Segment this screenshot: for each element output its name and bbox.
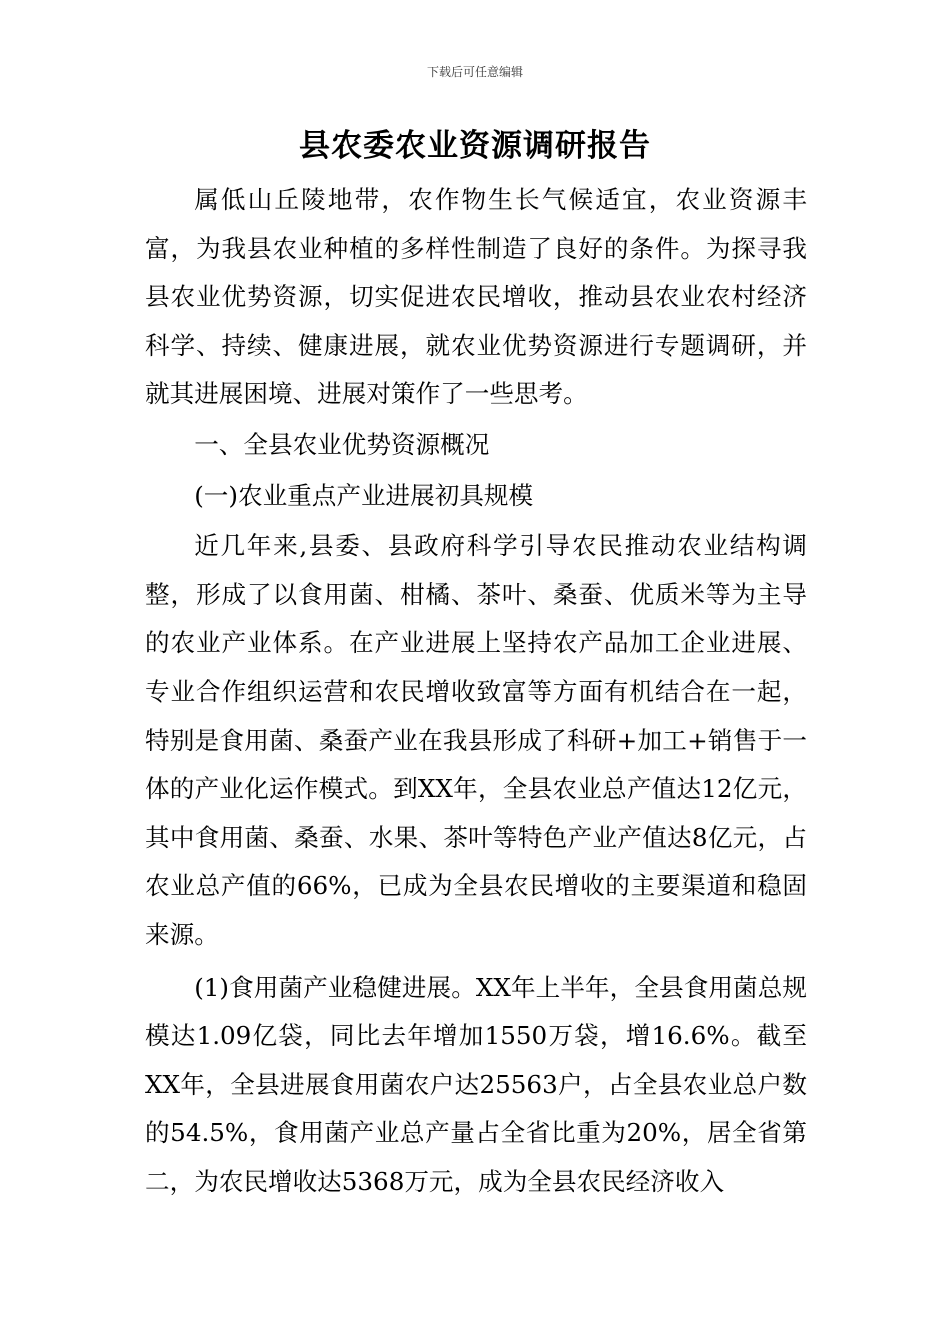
section-heading: 一、全县农业优势资源概况 [194,429,490,459]
body-paragraph: 近几年来,县委、县政府科学引导农民推动农业结构调整，形成了以食用菌、柑橘、茶叶、桑蚕、优质米等为主导的农业产业体系。在产业进展上坚持农产品加工企业进展、专业合作组织运营和农民增收致富等方面有机结合在一起，特别是食用菌、桑蚕产业在我县形成了科研+加工+销售于一体的产业化运作模式。到XX年，全县农业总产值达12亿元，其中食用菌、桑蚕、水果、茶叶等特色产业产值达8亿元，占农业总产值的66%，已成为全县农民增收的主要渠道和稳固来源。 [145,531,807,949]
document-body [145,176,807,1206]
document-title: 县农委农业资源调研报告 [299,128,651,164]
header-note: 下载后可任意编辑 [426,65,523,79]
subsection-heading: (一)农业重点产业进展初具规模 [194,480,534,510]
body-paragraph: (1)食用菌产业稳健进展。XX年上半年，全县食用菌总规模达1.09亿袋，同比去年增加1550万袋，增16.6%。截至XX年，全县进展食用菌农户达25563户，占全县农业总户数的54.5%，食用菌产业总产量占全省比重为20%，居全省第二，为农民增收达5368万元，成为全县农民经济收入 [145,972,807,1196]
intro-paragraph: 属低山丘陵地带，农作物生长气候适宜，农业资源丰富，为我县农业种植的多样性制造了良好的条件。为探寻我县农业优势资源，切实促进农民增收，推动县农业农村经济科学、持续、健康进展，就农业优势资源进行专题调研，并就其进展困境、进展对策作了一些思考。 [145,185,807,409]
